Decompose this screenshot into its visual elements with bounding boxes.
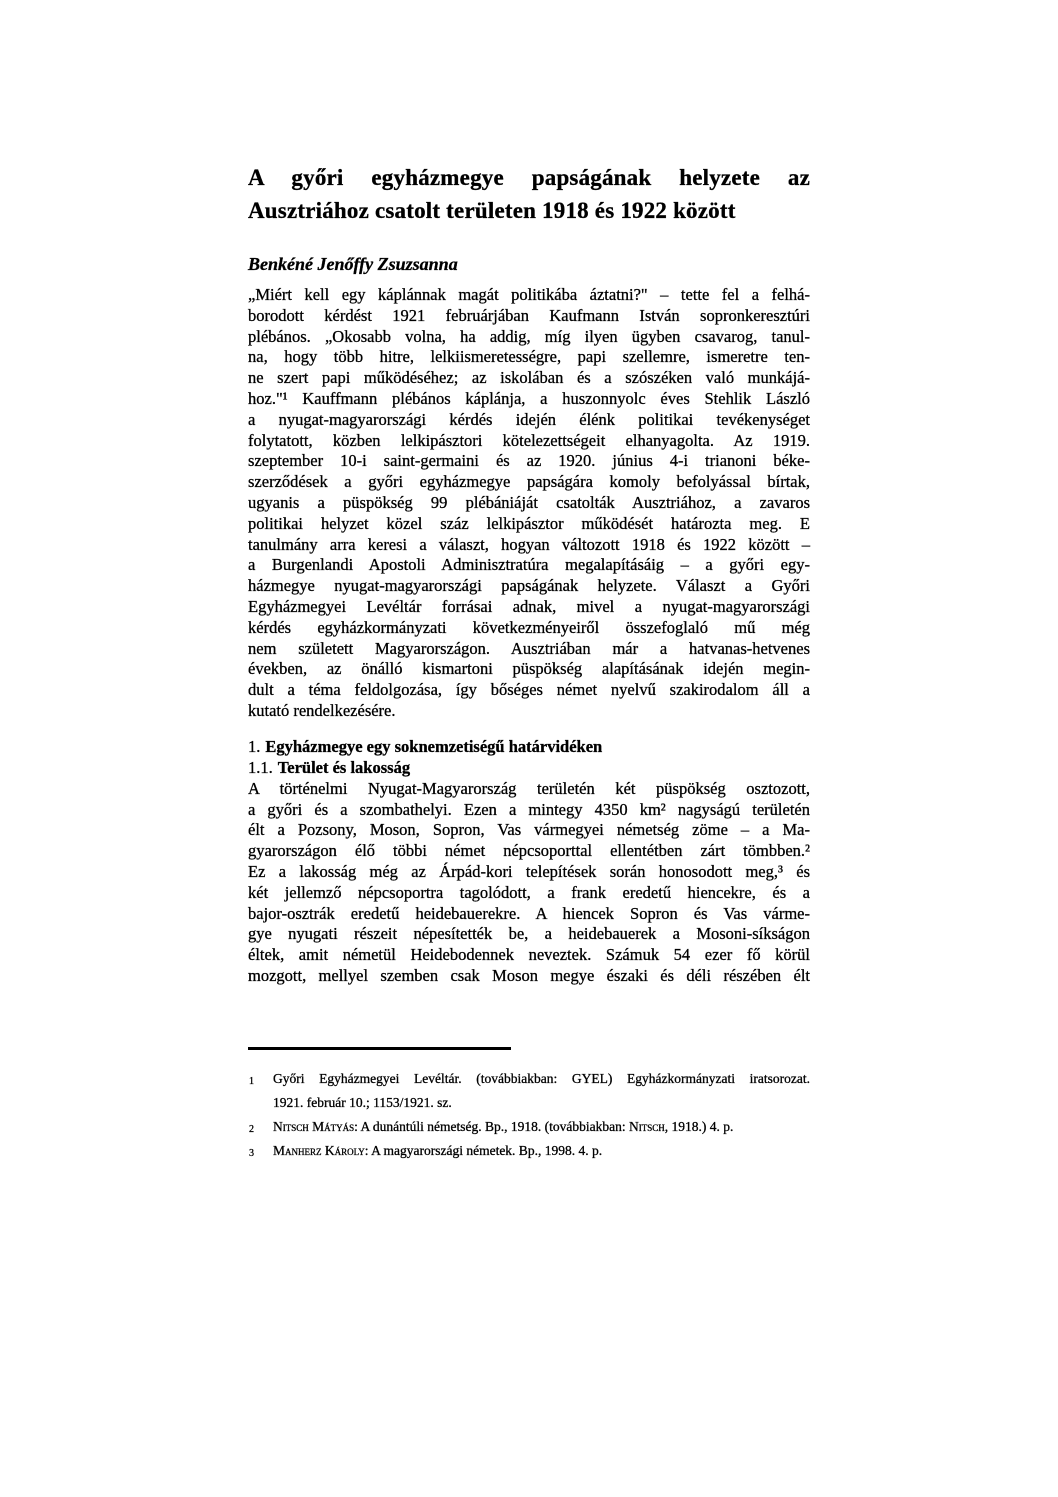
text-line: hoz."¹ Kauffmann plébános káplánja, a huszonnyolc éves Stehlik László [248, 388, 810, 408]
paragraph-intro [248, 285, 810, 722]
footnote-3 [248, 1139, 810, 1163]
text-line: bajor-osztrák eredetű heidebauerekre. A hiencek Sopron és Vas várme- [248, 903, 810, 923]
footnote-list [248, 1067, 810, 1163]
text-line: politikai helyzet közel száz lelkipásztor működését határozta meg. E [248, 513, 810, 533]
text-line: két jellemző népcsoportra tagolódott, a frank eredetű hiencekre, és a [248, 882, 810, 902]
section-heading-1 [248, 736, 810, 758]
text-line: szeptember 10-i saint-germaini és az 1920. június 4-i trianoni béke- [248, 451, 810, 471]
footnote-marker: 3 [249, 1148, 254, 1159]
text-line: Egyházmegyei Levéltár forrásai adnak, mivel a nyugat-magyarországi [248, 596, 810, 616]
paper-title [248, 161, 810, 227]
text-line: „Miért kell egy káplánnak magát politikába áztatni?" – tette fel a felhá- [248, 285, 810, 304]
text-line: években, az önálló kismartoni püspökség alapításának idején megin- [248, 659, 810, 679]
text-line: a Burgenlandi Apostoli Adminisztratúra megalapításáig – a győri egy- [248, 555, 810, 575]
text-line: szerződések a győri egyházmegye papságára komoly befolyással bírtak, [248, 472, 810, 492]
text-line: kutató rendelkezésére. [248, 700, 396, 720]
text-line: A győri egyházmegye papságának helyzete az [248, 165, 810, 190]
footnote-line: Manherz Károly: A magyarországi németek. Bp., 1998. 4. p. [273, 1143, 603, 1158]
footnote-line: Nitsch Mátyás: A dunántúli németség. Bp., 1918. (továbbiakban: Nitsch, 1918.) 4. p. [273, 1119, 734, 1134]
text-line: folytatott, közben lelkipásztori kötelezettségeit elhanyagolta. Az 1919. [248, 430, 810, 450]
section-title: Terület és lakosság [277, 758, 411, 778]
text-line: A történelmi Nyugat-Magyarország területén két püspökség osztozott, [248, 778, 810, 798]
footnote-marker: 2 [249, 1124, 254, 1135]
text-line: éltek, amit németül Heidebodennek neveztek. Számuk 54 ezer fő körül [248, 945, 810, 965]
footnote-line: Győri Egyházmegyei Levéltár. (továbbiakban: GYEL) Egyházkormányzati iratsorozat. [273, 1071, 810, 1086]
text-line: Ausztriához csatolt területen 1918 és 1922 között [248, 198, 736, 223]
section-heading-1-1 [248, 757, 810, 779]
footnote-2 [248, 1115, 810, 1139]
text-line: a győri és a szombathelyi. Ezen a mintegy 4350 km² nagyságú területén [248, 799, 810, 819]
text-line: gye nyugati részeit népesítették be, a heidebauerek a Mosoni-síkságon [248, 924, 810, 944]
text-line: nem született Magyarországon. Ausztriában már a hatvanas-hetvenes [248, 638, 810, 658]
footnote-marker: 1 [249, 1076, 254, 1087]
footnote-separator [248, 1047, 511, 1050]
text-line: gyarországon élő többi német népcsoporttal ellentétben zárt tömbben.² [248, 841, 810, 861]
author-line: Benkéné Jenőffy Zsuzsanna [248, 254, 458, 274]
text-line: mozgott, mellyel szemben csak Moson megye északi és déli részében élt [248, 965, 810, 985]
text-line: házmegye nyugat-magyarországi papságának helyzete. Választ a Győri [248, 576, 810, 596]
text-line: borodott kérdést 1921 februárjában Kaufmann István sopronkeresztúri [248, 305, 810, 325]
page-content [248, 0, 810, 987]
section-title: Egyházmegye egy soknemzetiségű határvidéken [265, 736, 603, 756]
text-line: kérdés egyházkormányzati következményeiről összefoglaló mű még [248, 617, 810, 637]
text-line: Ez a lakosság még az Árpád-kori telepítések során honosodott meg,³ és [248, 861, 810, 881]
footnote-line: 1921. február 10.; 1153/1921. sz. [273, 1095, 452, 1110]
text-line: ugyanis a püspökség 99 plébániáját csatolták Ausztriához, a zavaros [248, 492, 810, 512]
section-number: 1. [248, 736, 261, 756]
text-line: dult a téma feldolgozása, így bőséges német nyelvű szakirodalom áll a [248, 680, 810, 700]
footnotes [248, 1047, 810, 1163]
section-number: 1.1. [248, 758, 273, 778]
footnote-1 [248, 1067, 810, 1115]
paragraph-territory [248, 779, 810, 987]
text-line: ne szert papi működéséhez; az iskolában és a szószéken való munkájá- [248, 368, 810, 388]
text-line: plébános. „Okosabb volna, ha addig, míg ilyen ügyben csavarog, tanul- [248, 326, 810, 346]
text-line: a nyugat-magyarországi kérdés idején élénk politikai tevékenységet [248, 409, 810, 429]
text-line: na, hogy több hitre, lelkiismeretességre, papi szellemre, ismeretre ten- [248, 347, 810, 367]
text-line: élt a Pozsony, Moson, Sopron, Vas vármegyei németség zöme – a Ma- [248, 820, 810, 840]
text-line: tanulmány arra keresi a választ, hogyan változott 1918 és 1922 között – [248, 534, 810, 554]
